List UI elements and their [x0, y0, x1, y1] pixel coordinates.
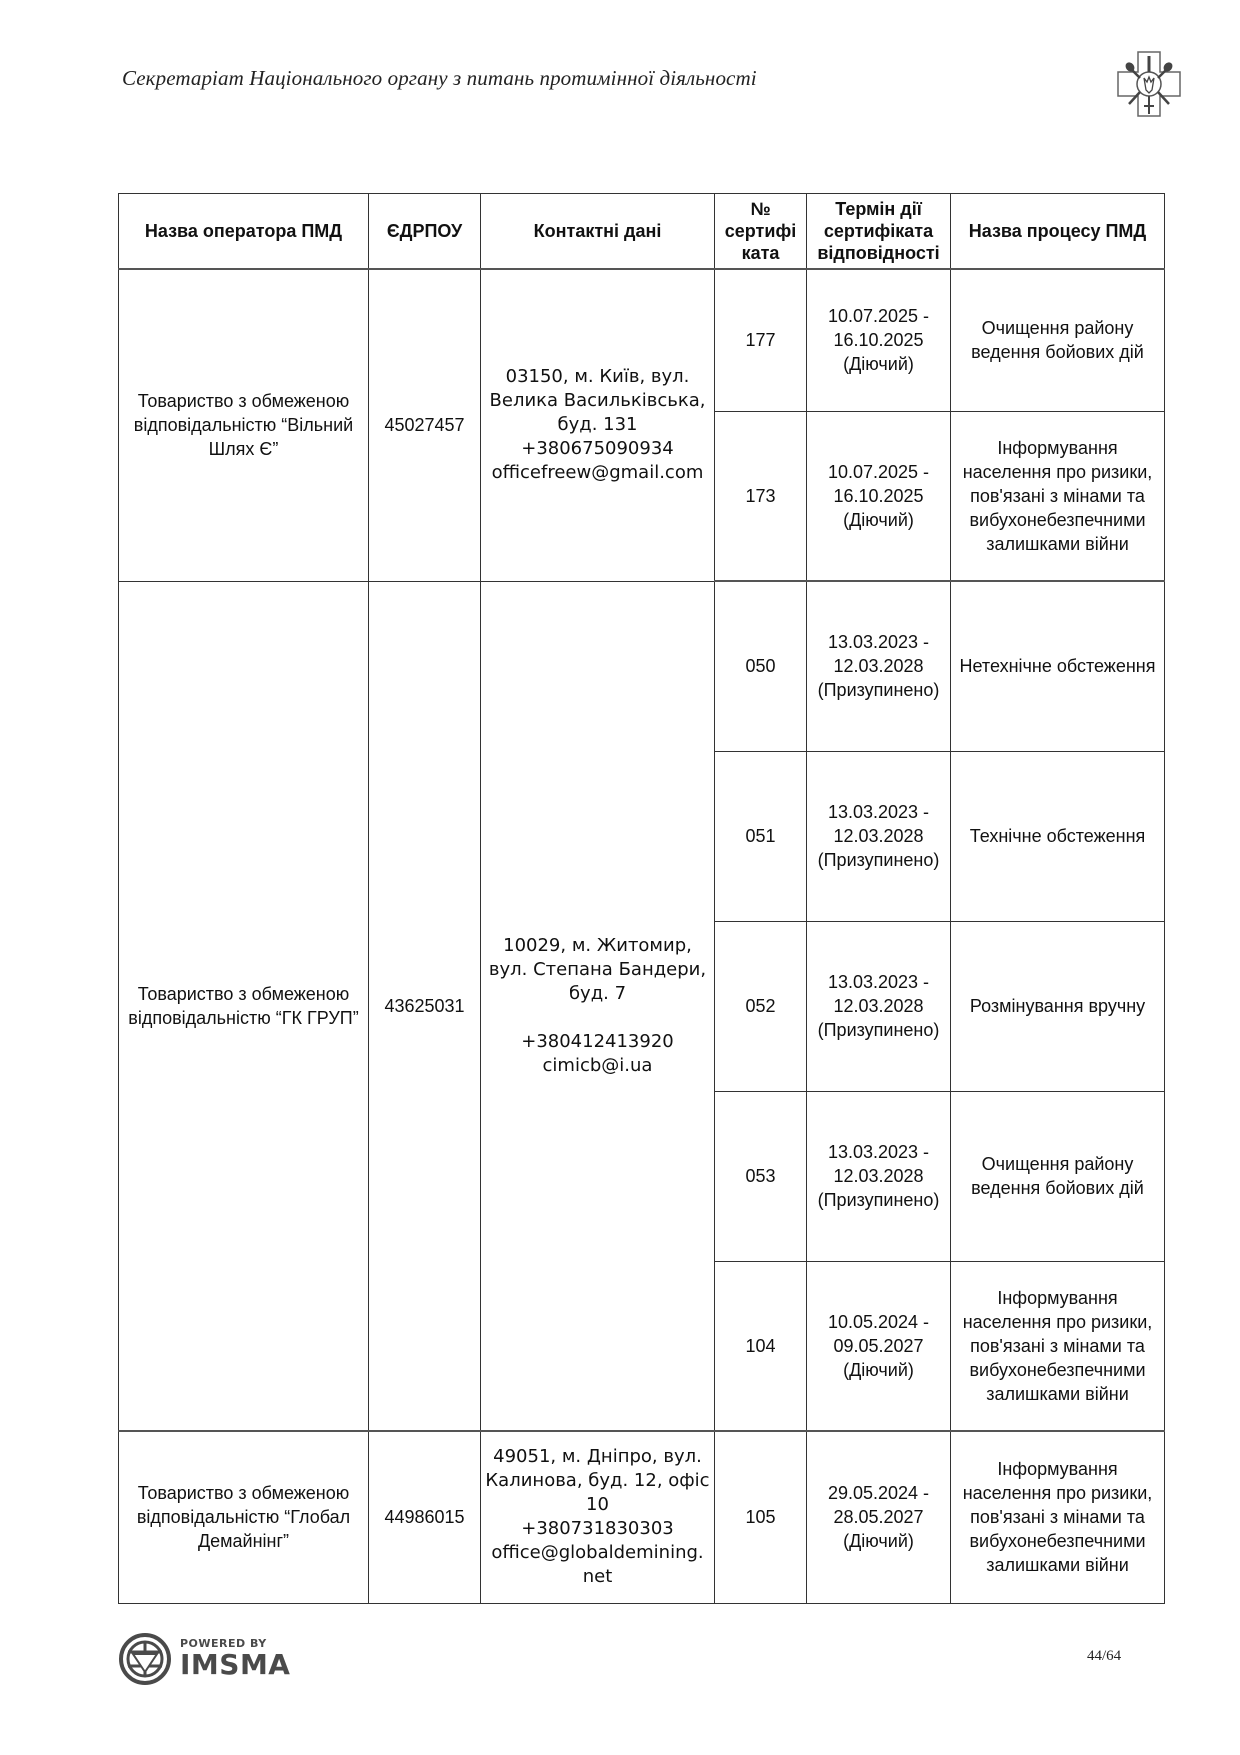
contact-line: 49051, м. Дніпро, вул.	[493, 1446, 702, 1468]
contact-email: officefreew@gmail.com	[491, 462, 704, 484]
cert-term	[807, 1091, 951, 1261]
contact-line: буд. 131	[557, 414, 638, 436]
contact-details	[481, 269, 715, 581]
imsma-logo	[118, 1632, 290, 1686]
column-header-cert-number: № сертифі ката	[715, 194, 807, 270]
cert-number: 053	[715, 1091, 807, 1261]
cert-term-dates: 10.07.2025 - 16.10.2025	[827, 461, 930, 506]
contact-phone: +380412413920	[521, 1030, 674, 1052]
cert-number: 177	[715, 269, 807, 411]
operators-table	[118, 193, 1165, 1604]
process-name: Інформування населення про ризики, пов'язані з мінами та вибухонебезпечними залишками війни	[951, 1261, 1165, 1431]
contact-details	[481, 581, 715, 1431]
contact-line: 10029, м. Житомир,	[503, 934, 692, 956]
contact-email: office@globaldemining.	[491, 1542, 704, 1564]
table-row	[119, 269, 1165, 411]
cert-status: (Призупинено)	[817, 1020, 940, 1040]
cert-term-dates: 13.03.2023 - 12.03.2028	[827, 802, 930, 846]
cert-number: 173	[715, 411, 807, 581]
contact-line: 03150, м. Київ, вул.	[505, 366, 690, 388]
cert-number: 050	[715, 581, 807, 751]
cert-term-dates: 13.03.2023 - 12.03.2028	[827, 972, 930, 1016]
column-header-edrpou: ЄДРПОУ	[369, 194, 481, 270]
operator-name: Товариство з обмеженою відповідальністю “ГК ГРУП”	[119, 581, 369, 1431]
cert-term-dates: 10.05.2024 - 09.05.2027	[827, 1311, 930, 1356]
cert-term	[807, 1431, 951, 1603]
process-name: Інформування населення про ризики, пов'язані з мінами та вибухонебезпечними залишками війни	[951, 411, 1165, 581]
page-number: 44/64	[1087, 1648, 1122, 1664]
operator-name: Товариство з обмеженою відповідальністю “Вільний Шлях Є”	[119, 269, 369, 581]
contact-line: вул. Степана Бандери,	[488, 958, 707, 980]
cert-number: 052	[715, 921, 807, 1091]
process-name: Інформування населення про ризики, пов'язані з мінами та вибухонебезпечними залишками війни	[951, 1431, 1165, 1603]
cert-term	[807, 411, 951, 581]
table-row	[119, 1431, 1165, 1603]
cert-term-dates: 13.03.2023 - 12.03.2028	[827, 1142, 930, 1186]
contact-email-cont: net	[582, 1566, 613, 1588]
cert-term-dates: 13.03.2023 - 12.03.2028	[827, 632, 930, 677]
column-header-operator: Назва оператора ПМД	[119, 194, 369, 270]
edrpou-code: 43625031	[369, 581, 481, 1431]
contact-phone: +380731830303	[521, 1518, 674, 1540]
cert-term	[807, 581, 951, 751]
edrpou-code: 45027457	[369, 269, 481, 581]
operator-name: Товариство з обмеженою відповідальністю “Глобал Демайнінг”	[119, 1431, 369, 1603]
document-header-title: Секретаріат Національного органу з питань протимінної діяльності	[122, 66, 757, 90]
table-row	[119, 581, 1165, 751]
cert-term-dates: 29.05.2024 - 28.05.2027	[827, 1483, 930, 1528]
cert-number: 104	[715, 1261, 807, 1431]
contact-line: буд. 7	[568, 982, 627, 1004]
imsma-brand: IMSMA	[180, 1648, 291, 1681]
contact-phone: +380675090934	[521, 438, 674, 460]
cert-status: (Призупинено)	[817, 680, 940, 701]
process-name: Розмінування вручну	[951, 921, 1165, 1091]
powered-by-label: POWERED BY	[180, 1637, 267, 1650]
cert-number: 105	[715, 1431, 807, 1603]
process-name: Очищення району ведення бойових дій	[951, 269, 1165, 411]
cert-status: (Призупинено)	[817, 1190, 940, 1210]
cert-status: (Діючий)	[843, 509, 914, 530]
process-name: Технічне обстеження	[951, 751, 1165, 921]
cert-term	[807, 921, 951, 1091]
table-header-row	[119, 194, 1165, 270]
cert-term	[807, 1261, 951, 1431]
cert-term	[807, 751, 951, 921]
cert-term	[807, 269, 951, 411]
imsma-globe-icon	[118, 1632, 172, 1686]
edrpou-code: 44986015	[369, 1431, 481, 1603]
process-name: Нетехнічне обстеження	[951, 581, 1165, 751]
cert-status: (Діючий)	[843, 1359, 914, 1380]
contact-spacer	[484, 1006, 711, 1030]
column-header-cert-term: Термін дії сертифіката відповідності	[807, 194, 951, 270]
column-header-process: Назва процесу ПМД	[951, 194, 1165, 270]
cert-number: 051	[715, 751, 807, 921]
contact-details	[481, 1431, 715, 1603]
contact-line: Велика Васильківська,	[489, 390, 706, 412]
contact-email: cimicb@i.ua	[542, 1054, 653, 1076]
column-header-contact: Контактні дані	[481, 194, 715, 270]
contact-line: 10	[586, 1494, 609, 1516]
cert-status: (Діючий)	[843, 354, 914, 375]
cert-status: (Призупинено)	[817, 850, 940, 870]
contact-line: Калинова, буд. 12, офіс	[485, 1470, 710, 1492]
cert-term-dates: 10.07.2025 - 16.10.2025	[827, 306, 930, 351]
process-name: Очищення району ведення бойових дій	[951, 1091, 1165, 1261]
armed-forces-cross-emblem-icon	[1114, 48, 1184, 122]
cert-status: (Діючий)	[843, 1531, 914, 1552]
